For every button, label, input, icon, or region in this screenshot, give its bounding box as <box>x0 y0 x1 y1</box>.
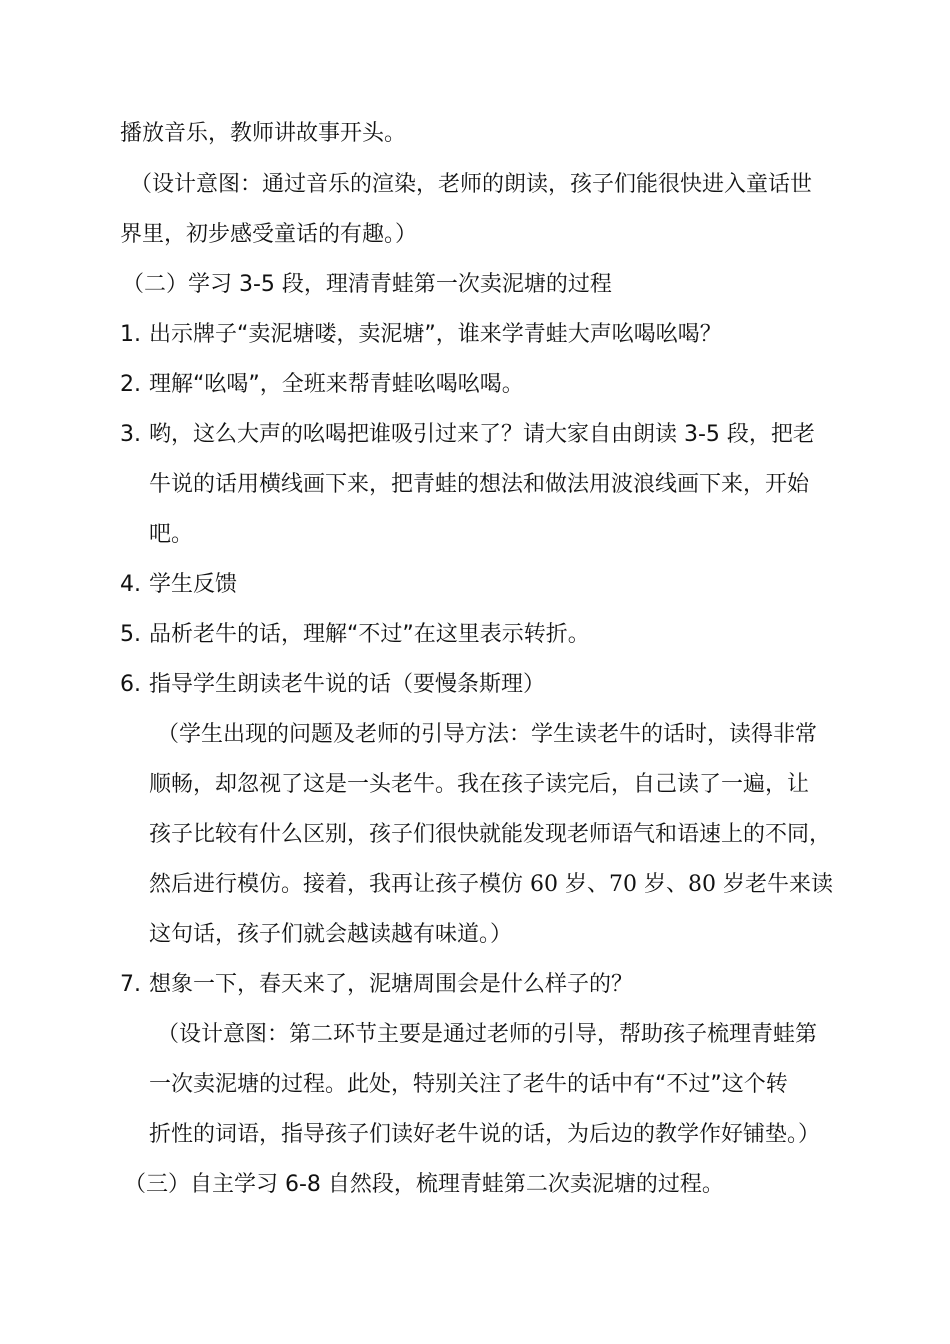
design-note-2-line-3: 折性的词语，指导孩子们读好老牛说的话，为后边的教学作好铺垫。） <box>149 1122 821 1147</box>
design-note-1-line-2: 界里，初步感受童话的有趣。） <box>120 222 418 247</box>
step-6-text: 指导学生朗读老牛说的话（要慢条斯理） <box>149 672 546 697</box>
step-6-note-line-3: 孩子比较有什么区别，孩子们很快就能发现老师语气和语速上的不同， <box>149 822 832 847</box>
step-1-text: 出示牌子“卖泥塘喽，卖泥塘”，谁来学青蛙大声吆喝吆喝？ <box>149 322 722 347</box>
step-2-number: 2. <box>120 372 141 397</box>
step-6 <box>120 670 545 700</box>
step-6-number: 6. <box>120 672 141 697</box>
step-2-text: 理解“吆喝”，全班来帮青蛙吆喝吆喝。 <box>149 372 524 397</box>
section-2-heading: （二）学习 3-5 段，理清青蛙第一次卖泥塘的过程 <box>122 272 612 297</box>
design-note-2-line-1: （设计意图：第二环节主要是通过老师的引导，帮助孩子梳理青蛙第 <box>157 1022 818 1047</box>
step-6-note-line-2: 顺畅，却忽视了这是一头老牛。我在孩子读完后，自己读了一遍，让 <box>149 772 810 797</box>
step-1-number: 1. <box>120 322 141 347</box>
step-4-number: 4. <box>120 572 141 597</box>
step-7 <box>120 970 633 1000</box>
step-5-text: 品析老牛的话，理解“不过”在这里表示转折。 <box>149 622 590 647</box>
step-3 <box>120 420 815 450</box>
step-3-text-line-3: 吧。 <box>149 522 194 547</box>
step-2 <box>120 370 524 400</box>
intro-paragraph: 播放音乐，教师讲故事开头。 <box>120 121 407 146</box>
step-4 <box>120 570 237 600</box>
step-6-note-line-1: （学生出现的问题及老师的引导方法：学生读老牛的话时，读得非常 <box>157 722 818 747</box>
step-6-note-line-5: 这句话，孩子们就会越读越有味道。） <box>149 922 513 947</box>
step-7-number: 7. <box>120 972 141 997</box>
step-3-text-line-2: 牛说的话用横线画下来，把青蛙的想法和做法用波浪线画下来，开始 <box>149 472 810 497</box>
step-6-note-line-4: 然后进行模仿。接着，我再让孩子模仿 60 岁、70 岁、80 岁老牛来读 <box>149 872 833 897</box>
step-3-text-line-1: 哟，这么大声的吆喝把谁吸引过来了？请大家自由朗读 3-5 段，把老 <box>149 422 815 447</box>
step-4-text: 学生反馈 <box>149 572 238 597</box>
section-3-heading: （三）自主学习 6-8 自然段，梳理青蛙第二次卖泥塘的过程。 <box>124 1172 724 1197</box>
step-5 <box>120 620 590 650</box>
step-7-text: 想象一下，春天来了，泥塘周围会是什么样子的？ <box>149 972 634 997</box>
design-note-2-line-2: 一次卖泥塘的过程。此处，特别关注了老牛的话中有“不过”这个转 <box>149 1072 788 1097</box>
step-5-number: 5. <box>120 622 141 647</box>
step-3-number: 3. <box>120 422 141 447</box>
design-note-1-line-1: （设计意图：通过音乐的渲染，老师的朗读，孩子们能很快进入童话世 <box>130 172 813 197</box>
step-1 <box>120 320 722 350</box>
